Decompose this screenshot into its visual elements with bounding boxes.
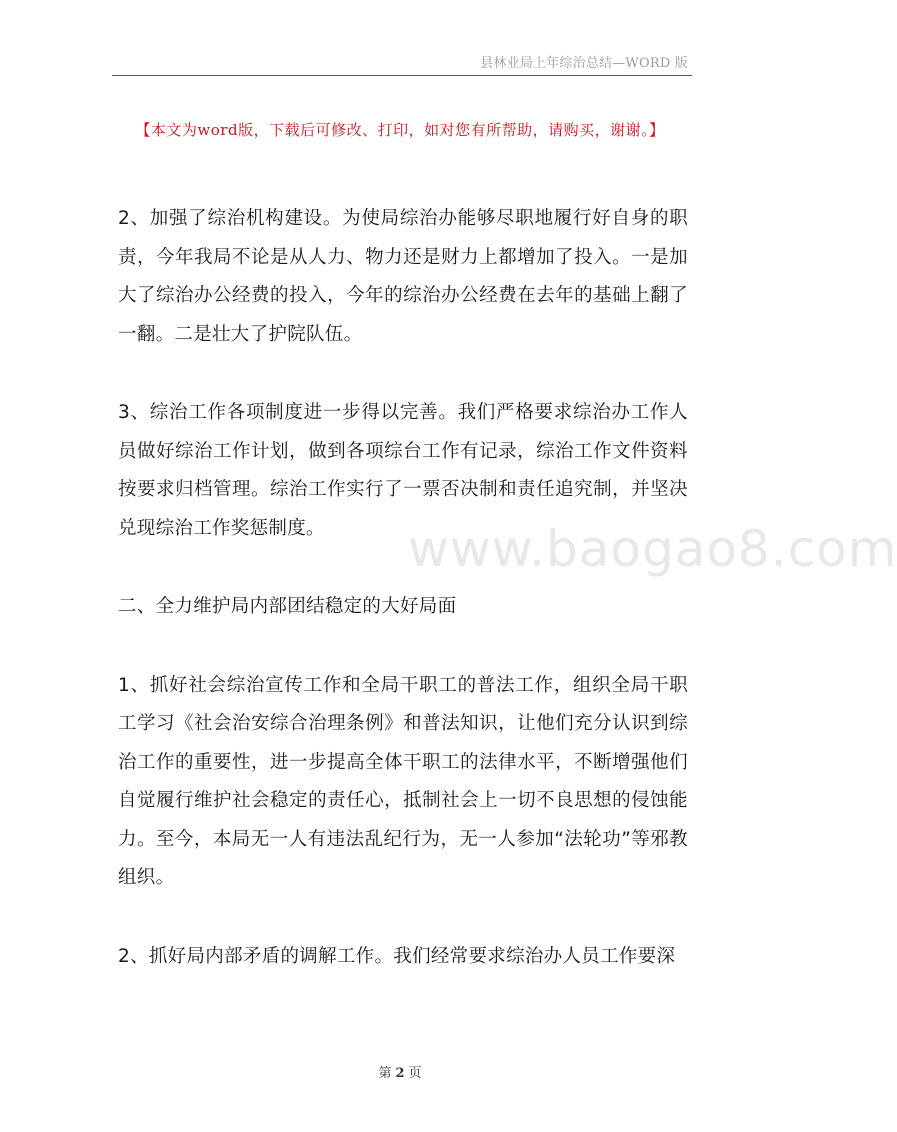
page-footer bbox=[0, 1062, 800, 1081]
section-heading: 二、全力维护局内部团结稳定的大好局面 bbox=[118, 596, 457, 617]
document-body bbox=[118, 200, 688, 1016]
page-number: 2 bbox=[395, 1066, 405, 1081]
paragraph-item-1: 1、抓好社会综治宣传工作和全局干职工的普法工作，组织全局干职工学习《社会治安综合治理条例》和普法知识，让他们充分认识到综治工作的重要性，进一步提高全体干职工的法律水平，不断增强他们自觉履行维护社会稳定的责任心，抵制社会上一切不良思想的侵蚀能力。至今，本局无一人有违法乱纪行为，无一人参加“法轮功”等邪教组织。 bbox=[118, 674, 688, 888]
paragraph-item-3: 3、综治工作各项制度进一步得以完善。我们严格要求综治办工作人员做好综治工作计划，做到各项综台工作有记录，综治工作文件资料按要求归档管理。综治工作实行了一票否决制和责任追究制，并坚决兑现综治工作奖惩制度。 bbox=[118, 402, 688, 539]
purchase-notice: 【本文为word版，下载后可修改、打印，如对您有所帮助，请购买，谢谢。】 bbox=[135, 121, 665, 139]
document-title: 县林业局上年综治总结—WORD 版 bbox=[480, 56, 688, 71]
paragraph-item-2-partial: 2、抓好局内部矛盾的调解工作。我们经常要求综治办人员工作要深 bbox=[118, 945, 676, 967]
paragraph-item-2: 2、加强了综治机构建设。为使局综治办能够尽职地履行好自身的职责，今年我局不论是从人力、物力还是财力上都增加了投入。一是加大了综治办公经费的投入，今年的综治办公经费在去年的基础上翻了一翻。二是壮大了护院队伍。 bbox=[118, 208, 688, 345]
page-label-suffix: 页 bbox=[408, 1066, 422, 1081]
page-header bbox=[0, 52, 800, 74]
header-divider bbox=[112, 75, 692, 76]
page-label-prefix: 第 bbox=[378, 1066, 392, 1081]
watermark: www.baogao8.com bbox=[408, 520, 897, 578]
